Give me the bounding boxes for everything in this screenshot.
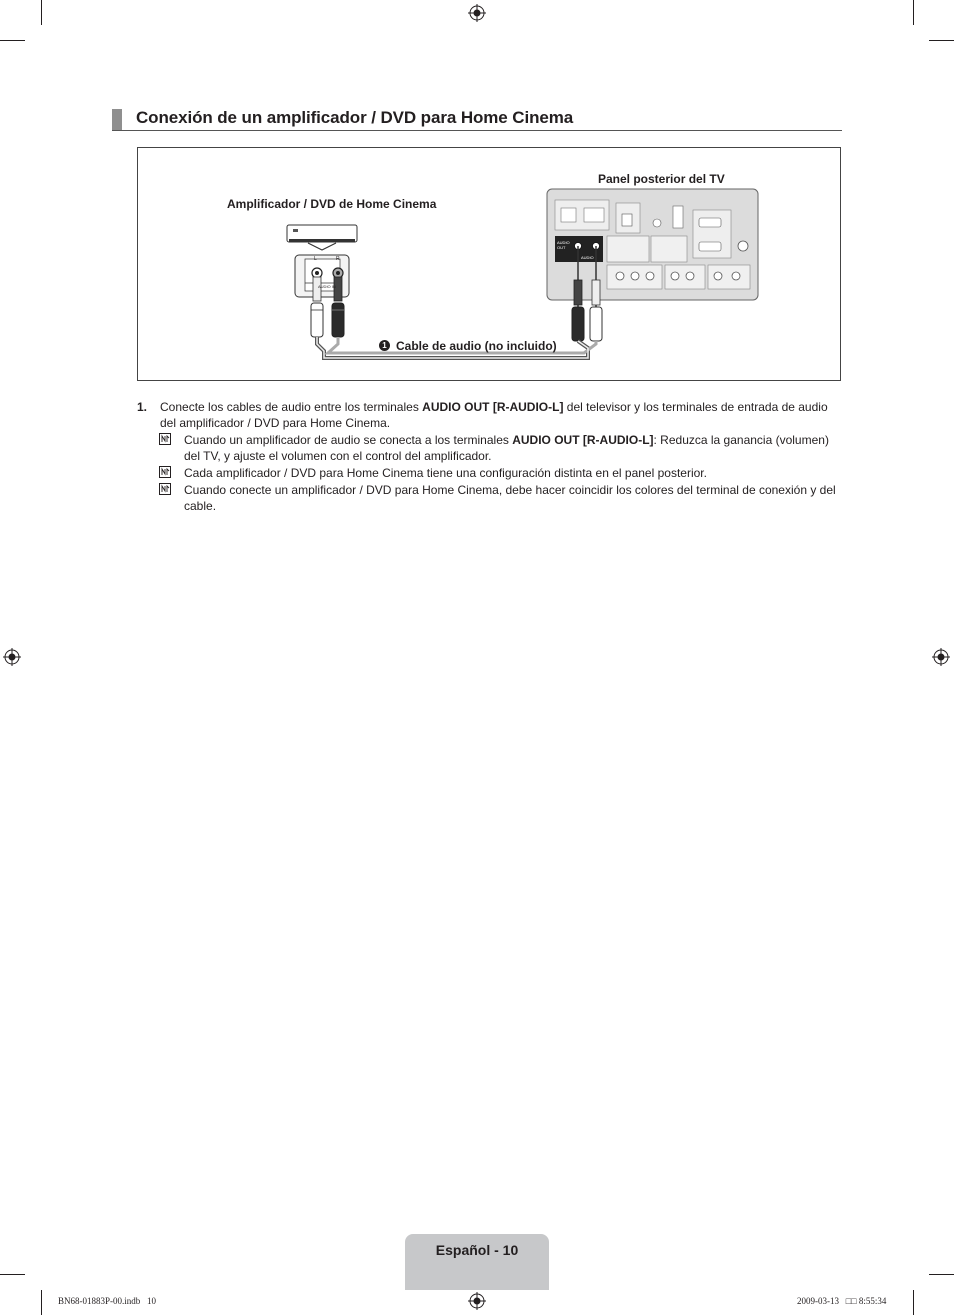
note-icon xyxy=(159,433,171,445)
note-icon xyxy=(159,483,171,495)
note-2 xyxy=(184,465,845,481)
note-text: Cuando conecte un amplificador / DVD para Home Cinema, debe hacer coincidir los colores del terminal de conexión y del cable. xyxy=(184,483,836,513)
note-text: Cada amplificador / DVD para Home Cinema tiene una configuración distinta en el panel posterior. xyxy=(184,466,707,480)
registration-mark-icon xyxy=(3,648,21,666)
amp-port-l: L xyxy=(314,256,317,262)
crop-mark xyxy=(913,1290,914,1315)
registration-mark-icon xyxy=(468,1292,486,1310)
note-text: : Reduzca la ganancia (volumen) del TV, y ajuste el volumen con el control del amplificador. xyxy=(184,433,829,463)
step-1 xyxy=(137,399,845,431)
page-number-tab xyxy=(405,1234,549,1290)
tv-panel-label: Panel posterior del TV xyxy=(598,172,725,186)
slug-file: BN68-01883P-00.indb 10 xyxy=(58,1296,157,1306)
tv-audio-out: AUDIO OUT xyxy=(557,240,570,250)
page-title: Conexión de un amplificador / DVD para Home Cinema xyxy=(136,108,574,127)
crop-mark xyxy=(929,1274,954,1275)
step-text-part: del televisor y los terminales de entrada de audio del amplificador / DVD para Home Cinema. xyxy=(160,400,828,430)
heading-bar xyxy=(112,109,122,131)
instructions xyxy=(137,399,845,514)
crop-mark xyxy=(41,1290,42,1315)
registration-mark-icon xyxy=(468,4,486,22)
crop-mark xyxy=(41,0,42,25)
connection-diagram xyxy=(137,147,841,381)
step-text xyxy=(160,399,845,431)
note-icon xyxy=(159,466,171,478)
tv-audio-group: AUDIO xyxy=(581,255,594,260)
amp-port-group: AUDIO IN xyxy=(318,284,336,289)
page-number: Español - 10 xyxy=(435,1242,519,1258)
registration-mark-icon xyxy=(932,648,950,666)
crop-mark xyxy=(929,40,954,41)
heading-rule xyxy=(112,130,842,131)
step-number: 1. xyxy=(137,400,148,414)
dvd-player-icon xyxy=(287,225,357,250)
step-text-bold: AUDIO OUT [R-AUDIO-L] xyxy=(422,400,564,414)
crop-mark xyxy=(0,40,25,41)
note-1 xyxy=(184,432,845,464)
cable-number-badge: 1 xyxy=(379,340,390,351)
note-3 xyxy=(184,482,845,514)
crop-mark xyxy=(0,1274,25,1275)
amp-port-r: R xyxy=(336,256,340,262)
amp-label: Amplificador / DVD de Home Cinema xyxy=(227,197,437,211)
cable-label: Cable de audio (no incluido) xyxy=(396,339,557,353)
crop-mark xyxy=(913,0,914,25)
note-text-bold: AUDIO OUT [R-AUDIO-L] xyxy=(512,433,654,447)
note-text: Cuando un amplificador de audio se conecta a los terminales xyxy=(184,433,513,447)
slug-date: 2009-03-13 □□ 8:55:34 xyxy=(797,1296,887,1306)
step-text-part: Conecte los cables de audio entre los terminales xyxy=(160,400,423,414)
